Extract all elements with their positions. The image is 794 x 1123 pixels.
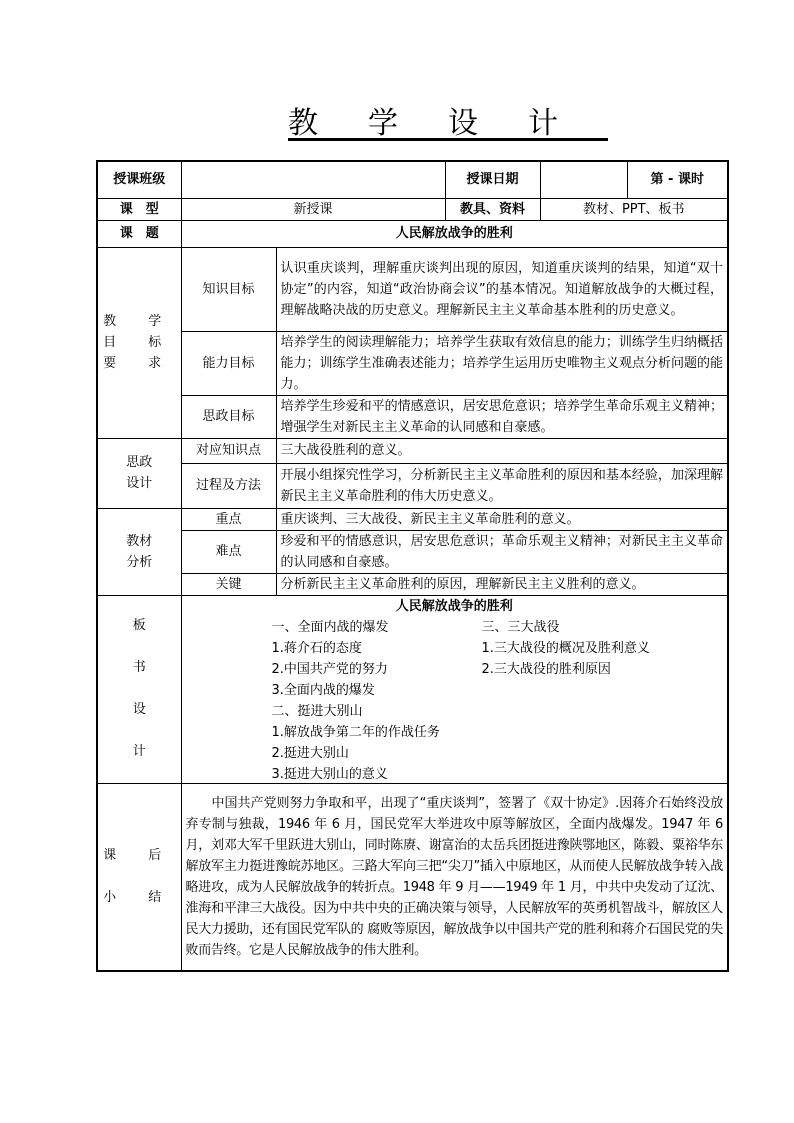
board-design xyxy=(181,595,728,783)
board-item: 1.蒋介石的态度 xyxy=(271,640,362,656)
goals-section-label: 教 学 目 标 要 求 xyxy=(97,247,181,438)
class-label: 授课班级 xyxy=(97,161,181,198)
lesson-type-label: 课 型 xyxy=(97,198,181,220)
difficulty-text: 珍爱和平的情感意识，居安思危意识；革命乐观主义精神；对新民主主义革命的认同感和自豪感。 xyxy=(276,530,728,573)
board-item: 2.中国共产党的努力 xyxy=(271,661,388,677)
lesson-plan-table xyxy=(96,160,729,972)
board-right-column xyxy=(482,617,650,680)
period-label: 第 - 课时 xyxy=(627,161,728,198)
date-value[interactable] xyxy=(540,161,627,198)
materials-value: 教材、PPT、板书 xyxy=(540,198,728,220)
topic-value: 人民解放战争的胜利 xyxy=(181,220,728,247)
summary-section-label: 课 后 小 结 xyxy=(97,783,181,971)
lesson-type-value: 新授课 xyxy=(181,198,445,220)
board-heading: 二、挺进大别山 xyxy=(271,703,363,719)
focus-text: 重庆谈判、三大战役、新民主主义革命胜利的意义。 xyxy=(276,508,728,530)
topic-label: 课 题 xyxy=(97,220,181,247)
key-label: 关键 xyxy=(181,573,276,595)
board-item: 1.三大战役的概况及胜利意义 xyxy=(481,640,650,656)
knowledge-points-label: 对应知识点 xyxy=(181,438,276,463)
key-text: 分析新民主主义革命胜利的原因，理解新民主主义胜利的意义。 xyxy=(276,573,728,595)
board-section-label: 板 书 设 计 xyxy=(97,595,181,783)
class-value[interactable] xyxy=(181,161,445,198)
process-method-label: 过程及方法 xyxy=(181,463,276,508)
board-item: 2.三大战役的胜利原因 xyxy=(481,661,611,677)
political-section-label: 思政 设计 xyxy=(97,438,181,508)
document-title: 教学设计 xyxy=(288,106,608,141)
materials-label: 教具、资料 xyxy=(445,198,540,220)
knowledge-goal-label: 知识目标 xyxy=(181,247,276,331)
board-heading: 三、三大战役 xyxy=(481,619,560,635)
ideology-goal-label: 思政目标 xyxy=(181,395,276,438)
board-item: 3.全面内战的爆发 xyxy=(271,682,375,698)
ability-goal-label: 能力目标 xyxy=(181,331,276,395)
process-method-text: 开展小组探究性学习，分析新民主主义革命胜利的原因和基本经验，加深理解新民主主义革命胜利的伟大历史意义。 xyxy=(276,463,728,508)
board-item: 3.挺进大别山的意义 xyxy=(271,766,388,782)
analysis-section-label: 教材 分析 xyxy=(97,508,181,595)
board-title: 人民解放战争的胜利 xyxy=(395,598,513,614)
difficulty-label: 难点 xyxy=(181,530,276,573)
board-item: 2.挺进大别山 xyxy=(271,745,349,761)
board-item: 1.解放战争第二年的作战任务 xyxy=(271,724,440,740)
focus-label: 重点 xyxy=(181,508,276,530)
ability-goal-text: 培养学生的阅读理解能力；培养学生获取有效信息的能力；训练学生归纳概括能力；训练学生准确表述能力；培养学生运用历史唯物主义观点分析问题的能力。 xyxy=(276,331,728,395)
knowledge-goal-text: 认识重庆谈判，理解重庆谈判出现的原因，知道重庆谈判的结果，知道“双十协定”的内容，知道“政治协商会议”的基本情况。知道解放战争的大概过程，理解战略决战的历史意义。理解新民主主义革命基本胜利的历史意义。 xyxy=(276,247,728,331)
board-heading: 一、全面内战的爆发 xyxy=(271,619,389,635)
date-label: 授课日期 xyxy=(445,161,540,198)
knowledge-points-text: 三大战役胜利的意义。 xyxy=(276,438,728,463)
summary-text: 中国共产党则努力争取和平，出现了“重庆谈判”，签署了《双十协定》.因蒋介石始终没放 弃专制与独裁，1946 年 6 月，国民党军大举进攻中原等解放区，全面内战爆发。1947 年 6 月，刘邓大军千里跃进大别山，同时陈赓、谢富治的太岳兵团挺进豫陕鄂地区，陈毅、粟裕华东解放军主力挺进豫皖苏地区。三路大军向三把“尖刀”插入中原地区，从而使人民解放战争转入战略进攻，成为人民解放战争的转折点。1948 年 9 月——1949 年 1 月，中共中央发动了辽沈、淮海和平津三大战役。因为中共中央的正确决策与领导，人民解放军的英勇机智战斗，解放区人民大力援助，还有国民党军队的 腐败等原因，解放战争以中国共产党的胜利和蒋介石国民党的失败而告终。它是人民解放战争的伟大胜利。 xyxy=(181,783,728,971)
board-left-column xyxy=(272,617,440,785)
ideology-goal-text: 培养学生珍爱和平的情感意识，居安思危意识；培养学生革命乐观主义精神；增强学生对新民主主义革命的认同感和自豪感。 xyxy=(276,395,728,438)
